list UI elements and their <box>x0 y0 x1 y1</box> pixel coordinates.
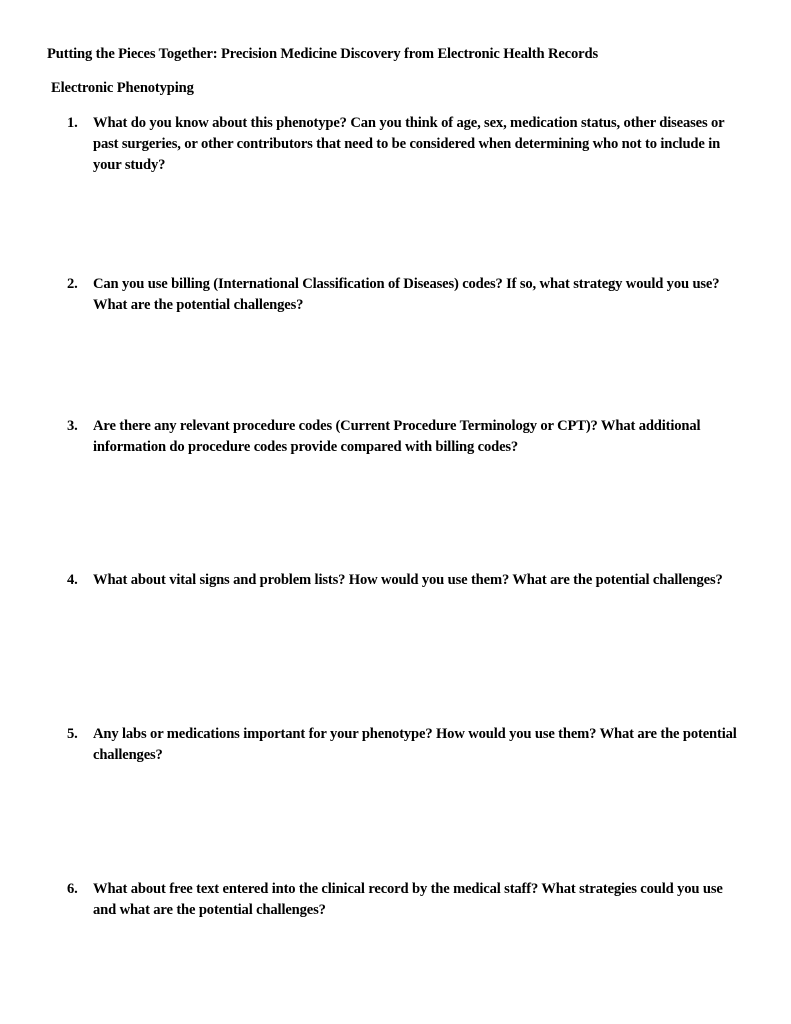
question-text: What do you know about this phenotype? Can you think of age, sex, medication status, other diseases or past surgeries, or other contributors that need to be considered when determining who not to include in your study? <box>93 115 725 173</box>
question-number: 6. <box>67 881 78 897</box>
question-number: 4. <box>67 572 78 588</box>
question-number: 1. <box>67 115 78 131</box>
question-text: Can you use billing (International Classification of Diseases) codes? If so, what strategy would you use? What are the potential challenges? <box>93 276 720 313</box>
question-text: What about vital signs and problem lists? How would you use them? What are the potential challenges? <box>93 572 723 588</box>
question-number: 5. <box>67 726 78 742</box>
question-text: Any labs or medications important for your phenotype? How would you use them? What are the potential challenges? <box>93 726 737 763</box>
question-item-1 <box>67 113 747 176</box>
question-item-4 <box>67 570 747 591</box>
document-title: Putting the Pieces Together: Precision Medicine Discovery from Electronic Health Records <box>47 46 598 62</box>
question-text: What about free text entered into the clinical record by the medical staff? What strategies could you use and what are the potential challenges? <box>93 881 723 918</box>
question-item-5 <box>67 724 747 766</box>
question-item-3 <box>67 416 747 458</box>
section-heading: Electronic Phenotyping <box>51 80 194 96</box>
question-number: 2. <box>67 276 78 292</box>
question-text: Are there any relevant procedure codes (Current Procedure Terminology or CPT)? What additional information do procedure codes provide compared with billing codes? <box>93 418 701 455</box>
question-item-2 <box>67 274 747 316</box>
question-number: 3. <box>67 418 78 434</box>
question-item-6 <box>67 879 747 921</box>
